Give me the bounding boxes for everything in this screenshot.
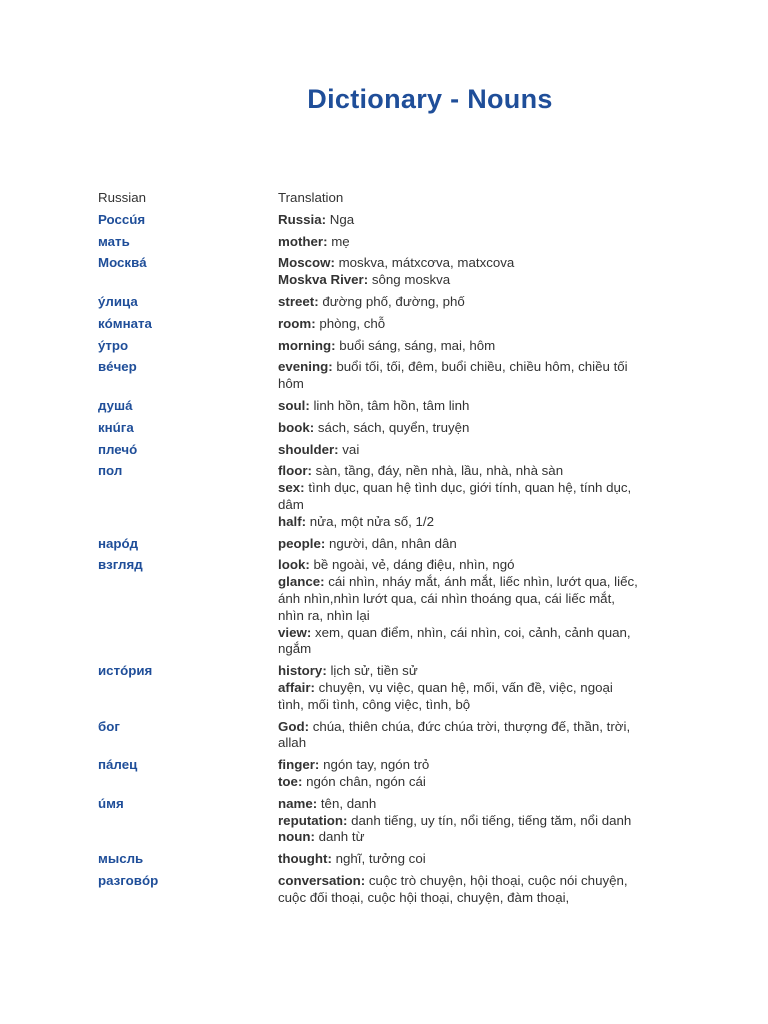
table-row — [98, 757, 638, 796]
table-row — [98, 463, 638, 535]
vietnamese-translation: buổi sáng, sáng, mai, hôm — [335, 337, 496, 353]
english-term: Russia: — [278, 211, 327, 227]
english-term: conversation: — [278, 872, 366, 888]
table-row — [98, 398, 638, 420]
vietnamese-translation: vai — [338, 441, 360, 457]
translation-line — [278, 680, 638, 714]
vietnamese-translation: chúa, thiên chúa, đức chúa trời, thượng đế, thần, trời, allah — [278, 718, 631, 751]
page-title: Dictionary - Nouns — [307, 84, 553, 114]
vietnamese-translation: lịch sử, tiền sử — [326, 663, 418, 679]
table-row — [98, 359, 638, 398]
translation-line — [278, 294, 638, 311]
vietnamese-translation: danh từ — [314, 829, 365, 845]
vietnamese-translation: nghĩ, tưởng coi — [331, 851, 426, 867]
russian-word: истóрия — [98, 663, 153, 679]
russian-word: нарóд — [98, 535, 139, 551]
header-translation: Translation — [278, 190, 344, 205]
vietnamese-translation: moskva, mátxcơva, matxcova — [334, 255, 515, 271]
russian-word: разговóр — [98, 872, 159, 888]
translation-line — [278, 420, 638, 437]
translation-line — [278, 316, 638, 333]
translation-line — [278, 557, 638, 574]
translation-cell — [278, 398, 638, 420]
vietnamese-translation: cuộc trò chuyện, hội thoại, cuộc nói chuyện, cuộc đối thoại, cuộc hội thoại, chuyện, đàm thoại, — [278, 872, 628, 905]
table-row — [98, 851, 638, 873]
vietnamese-translation: ngón chân, ngón cái — [302, 773, 426, 789]
translation-cell — [278, 212, 638, 234]
table-row — [98, 234, 638, 256]
russian-word: взгляд — [98, 557, 143, 573]
translation-cell — [278, 663, 638, 718]
translation-line — [278, 234, 638, 251]
translation-line — [278, 338, 638, 355]
translation-line — [278, 796, 638, 813]
translation-cell — [278, 338, 638, 360]
russian-word: úмя — [98, 795, 124, 811]
vietnamese-translation: bề ngoài, vẻ, dáng điệu, nhìn, ngó — [309, 557, 515, 573]
vietnamese-translation: sách, sách, quyển, truyện — [314, 419, 470, 435]
english-term: sex: — [278, 480, 305, 496]
translation-line — [278, 757, 638, 774]
english-term: history: — [278, 663, 327, 679]
table-row — [98, 316, 638, 338]
russian-word: кнúга — [98, 419, 134, 435]
translation-line — [278, 851, 638, 868]
english-term: room: — [278, 315, 316, 331]
translation-cell — [278, 557, 638, 663]
english-term: noun: — [278, 829, 315, 845]
english-term: toe: — [278, 773, 303, 789]
english-term: affair: — [278, 679, 315, 695]
translation-cell — [278, 873, 638, 912]
english-term: street: — [278, 293, 319, 309]
table-row — [98, 420, 638, 442]
translation-line — [278, 574, 638, 624]
dictionary-body — [98, 212, 638, 912]
english-term: God: — [278, 718, 310, 734]
english-term: reputation: — [278, 812, 348, 828]
russian-word: кóмната — [98, 315, 152, 331]
vietnamese-translation: đường phố, đường, phố — [318, 293, 465, 309]
russian-word: бог — [98, 718, 120, 734]
table-row — [98, 338, 638, 360]
vietnamese-translation: buổi tối, tối, đêm, buổi chiều, chiều hôm, chiều tối hôm — [278, 359, 628, 392]
translation-line — [278, 873, 638, 907]
translation-line — [278, 625, 638, 659]
translation-line — [278, 536, 638, 553]
vietnamese-translation: người, dân, nhân dân — [325, 535, 457, 551]
russian-word: вéчер — [98, 359, 137, 375]
vietnamese-translation: sông moskva — [368, 272, 451, 288]
translation-cell — [278, 851, 638, 873]
vietnamese-translation: xem, quan điểm, nhìn, cái nhìn, coi, cảnh, cảnh quan, ngắm — [278, 624, 631, 657]
english-term: evening: — [278, 359, 333, 375]
table-header-row — [98, 190, 638, 212]
translation-line — [278, 774, 638, 791]
english-term: book: — [278, 419, 315, 435]
translation-line — [278, 442, 638, 459]
translation-line — [278, 463, 638, 480]
vietnamese-translation: Nga — [326, 211, 355, 227]
table-row — [98, 719, 638, 758]
translation-line — [278, 663, 638, 680]
vietnamese-translation: mẹ — [327, 233, 350, 249]
translation-line — [278, 272, 638, 289]
translation-line — [278, 719, 638, 753]
table-row — [98, 212, 638, 234]
table-row — [98, 442, 638, 464]
russian-word: Россúя — [98, 211, 146, 227]
english-term: thought: — [278, 851, 332, 867]
translation-cell — [278, 359, 638, 398]
vietnamese-translation: ngón tay, ngón trỏ — [319, 757, 430, 773]
vietnamese-translation: linh hồn, tâm hồn, tâm linh — [309, 397, 470, 413]
russian-word: душá — [98, 397, 133, 413]
english-term: mother: — [278, 233, 328, 249]
vietnamese-translation: nửa, một nửa số, 1/2 — [306, 513, 435, 529]
english-term: soul: — [278, 397, 310, 413]
english-term: name: — [278, 795, 318, 811]
english-term: Moskva River: — [278, 272, 369, 288]
table-row — [98, 873, 638, 912]
table-row — [98, 663, 638, 718]
vietnamese-translation: cái nhìn, nháy mắt, ánh mắt, liếc nhìn, lướt qua, liếc, ánh nhìn,nhìn lướt qua, cái nhìn thoáng qua, cái liếc mắt, nhìn ra, nhìn lại — [278, 574, 638, 623]
translation-line — [278, 359, 638, 393]
english-term: half: — [278, 513, 307, 529]
translation-cell — [278, 442, 638, 464]
translation-cell — [278, 536, 638, 558]
translation-line — [278, 480, 638, 514]
table-row — [98, 557, 638, 663]
russian-word: пáлец — [98, 757, 138, 773]
vietnamese-translation: sàn, tầng, đáy, nền nhà, lầu, nhà, nhà sàn — [311, 463, 564, 479]
english-term: look: — [278, 557, 310, 573]
english-term: people: — [278, 535, 326, 551]
vietnamese-translation: phòng, chỗ — [315, 315, 386, 331]
dictionary-table — [98, 190, 638, 911]
english-term: morning: — [278, 337, 336, 353]
vietnamese-translation: tên, danh — [317, 795, 377, 811]
translation-cell — [278, 294, 638, 316]
translation-cell — [278, 757, 638, 796]
russian-word: ýтро — [98, 337, 129, 353]
vietnamese-translation: chuyện, vụ việc, quan hệ, mối, vấn đề, việc, ngoại tình, mối tình, công việc, tình, bộ — [278, 679, 613, 712]
russian-word: мать — [98, 233, 130, 249]
translation-line — [278, 398, 638, 415]
vietnamese-translation: tình dục, quan hệ tình dục, giới tính, quan hệ, tính dục, dâm — [278, 480, 632, 512]
table-row — [98, 536, 638, 558]
translation-cell — [278, 255, 638, 294]
translation-cell — [278, 463, 638, 535]
russian-word: пол — [98, 463, 123, 479]
translation-line — [278, 813, 638, 830]
translation-cell — [278, 796, 638, 851]
header-russian: Russian — [98, 190, 147, 205]
table-row — [98, 255, 638, 294]
translation-line — [278, 514, 638, 531]
english-term: finger: — [278, 757, 320, 773]
translation-cell — [278, 420, 638, 442]
english-term: Moscow: — [278, 255, 335, 271]
english-term: floor: — [278, 463, 312, 479]
translation-line — [278, 255, 638, 272]
translation-cell — [278, 719, 638, 758]
translation-line — [278, 212, 638, 229]
russian-word: мысль — [98, 851, 144, 867]
translation-cell — [278, 234, 638, 256]
table-row — [98, 294, 638, 316]
translation-cell — [278, 316, 638, 338]
translation-line — [278, 829, 638, 846]
russian-word: Москвá — [98, 255, 147, 271]
english-term: shoulder: — [278, 441, 339, 457]
vietnamese-translation: danh tiếng, uy tín, nổi tiếng, tiếng tăm, nổi danh — [347, 812, 632, 828]
russian-word: ýлица — [98, 293, 138, 309]
english-term: view: — [278, 624, 312, 640]
english-term: glance: — [278, 574, 325, 590]
russian-word: плечó — [98, 441, 138, 457]
table-row — [98, 796, 638, 851]
